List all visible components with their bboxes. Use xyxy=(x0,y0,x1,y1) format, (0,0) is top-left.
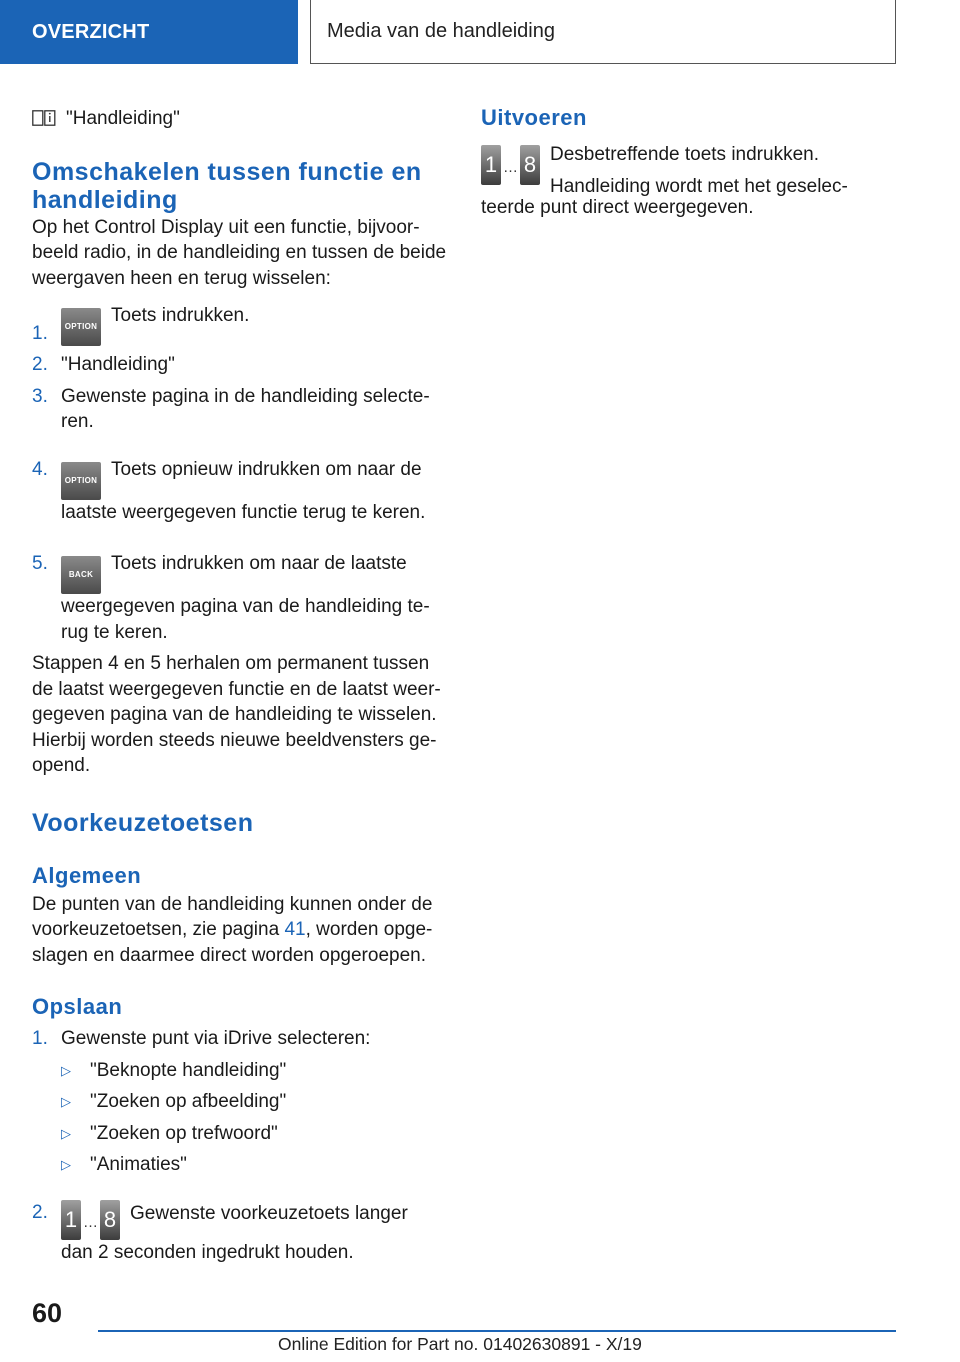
list-item: 4. OPTIONToets opnieuw indrukken om naar de laatste weergegeven functie terug te keren. xyxy=(32,458,426,523)
preset-keys-icon: 1 … 8 xyxy=(481,145,540,199)
back-key-icon: BACK xyxy=(61,556,101,594)
presets-section-title: Voorkeuzetoetsen xyxy=(32,808,254,837)
execute-text-cont: teerde punt direct weergegeven. xyxy=(481,197,754,218)
list-item: 2. 1 … 8 Gewenste voorkeuzetoets langer dan 2 seconden ingedrukt houden. xyxy=(32,1201,408,1263)
section-tab xyxy=(0,0,298,64)
list-item: 5. BACKToets indrukken om naar de laatste weergegeven pagina van de handleiding te- rug te keren. xyxy=(32,553,430,643)
general-text: De punten van de handleiding kunnen onder de voorkeuzetoetsen, zie pagina 41, worden opge- slagen en daarmee direct worden opgeroepen. xyxy=(32,893,433,966)
triangle-bullet-icon: ▷ xyxy=(61,1157,71,1172)
left-column xyxy=(32,100,450,1265)
bullet-item: ▷ "Animaties" xyxy=(32,1152,450,1178)
switch-outro: Stappen 4 en 5 herhalen om permanent tussen de laatst weergegeven functie en de laatst weer- gegeven pagina van de handleiding te wisselen. Hierbij worden steeds nieuwe beeldvensters ge- opend. xyxy=(32,653,441,776)
triangle-bullet-icon: ▷ xyxy=(61,1062,71,1078)
chapter-title: Media van de handleiding xyxy=(327,20,555,42)
list-item: 1. Gewenste punt via iDrive selecteren: xyxy=(32,1028,371,1049)
edition-text: Online Edition for Part no. 01402630891 - X/19 xyxy=(278,1334,642,1354)
triangle-bullet-icon: ▷ xyxy=(61,1125,71,1141)
bullet-item: ▷ "Beknopte handleiding" xyxy=(32,1058,450,1084)
list-item: 2. "Handleiding" xyxy=(32,354,175,375)
section-label: OVERZICHT xyxy=(32,20,150,43)
book-icon xyxy=(32,110,56,126)
list-item: 3. Gewenste pagina in de handleiding selecte- ren. xyxy=(32,385,430,432)
general-subtitle: Algemeen xyxy=(32,862,142,888)
preset-keys-icon: 1 … 8 xyxy=(61,1200,120,1240)
manual-crumb xyxy=(32,106,450,132)
list-item: 1. OPTIONToets indrukken. xyxy=(32,314,450,346)
bullet-item: ▷ "Zoeken op trefwoord" xyxy=(32,1121,450,1147)
switch-steps xyxy=(32,305,450,645)
chapter-header xyxy=(310,0,896,64)
page-number: 60 xyxy=(32,1298,63,1328)
bullet-item: ▷ "Zoeken op afbeelding" xyxy=(32,1089,450,1115)
page-link[interactable]: 41 xyxy=(284,919,306,940)
execute-text: Desbetreffende toets indrukken. Handleiding wordt met het geselec- xyxy=(550,144,848,197)
right-column xyxy=(481,100,901,221)
option-key-icon: OPTION xyxy=(61,462,101,500)
switch-section-title: Omschakelen tussen functie en handleiding xyxy=(32,157,422,214)
save-subtitle: Opslaan xyxy=(32,994,123,1019)
footer-divider xyxy=(98,1330,896,1332)
triangle-bullet-icon: ▷ xyxy=(61,1094,71,1109)
execute-subtitle: Uitvoeren xyxy=(481,105,587,130)
execute-block xyxy=(481,139,901,199)
crumb-text: "Handleiding" xyxy=(66,108,180,129)
switch-intro: Op het Control Display uit een functie, bijvoor- beeld radio, in de handleiding en tussen de beide weergaven heen en terug wisselen: xyxy=(32,216,447,289)
option-key-icon: OPTION xyxy=(61,308,101,346)
